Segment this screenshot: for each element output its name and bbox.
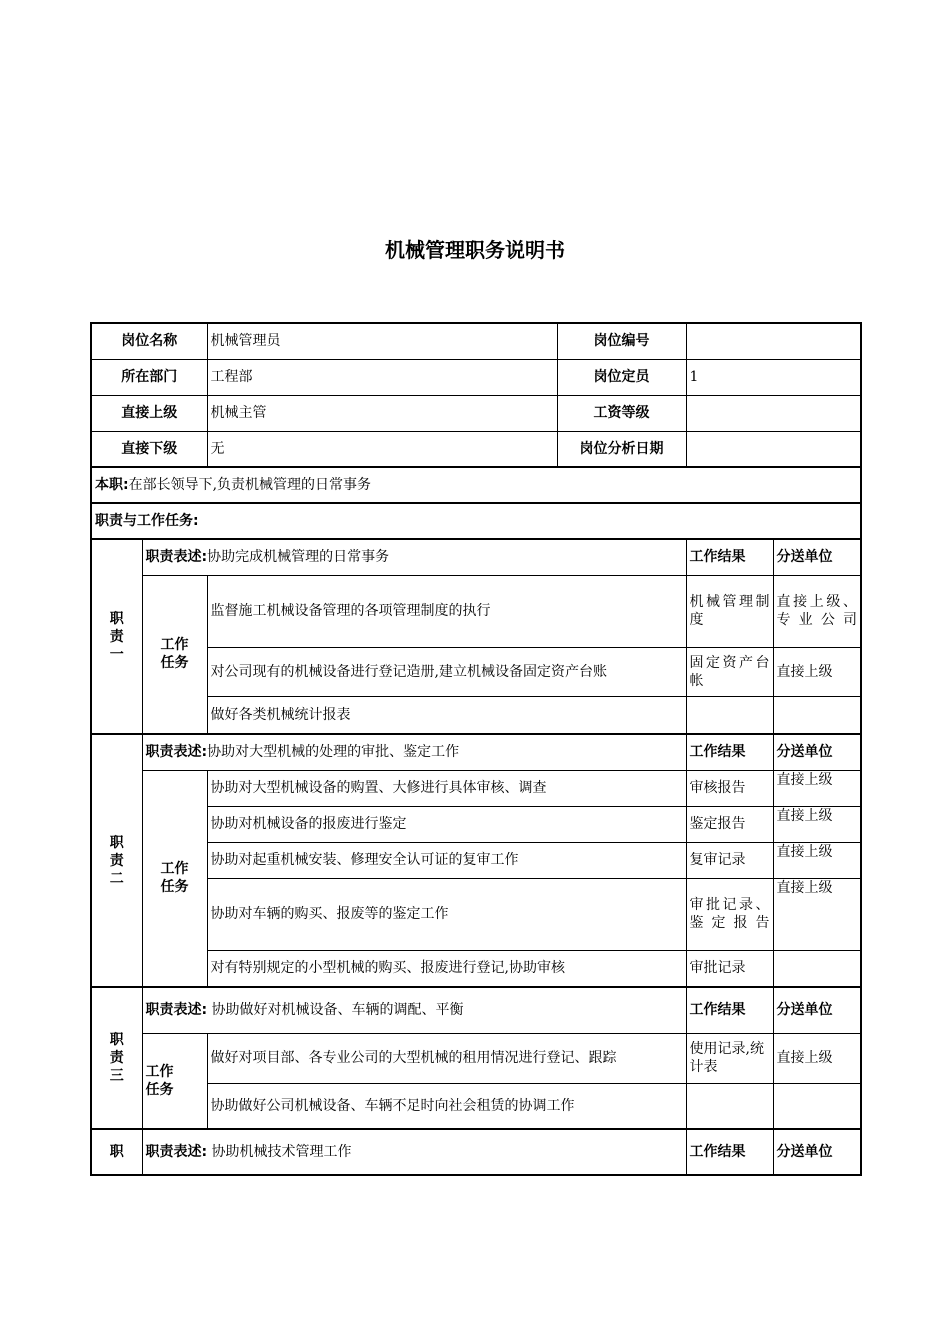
analysis-date-value <box>686 431 861 467</box>
task-label-a: 工作 <box>145 1063 174 1080</box>
analysis-date-label: 岗位分析日期 <box>557 431 686 467</box>
duty3-label-char: 职 <box>109 1032 124 1048</box>
duty3-label <box>91 987 142 1129</box>
duty2-task-1-recipient: 直接上级 <box>773 770 861 806</box>
duty4-label <box>91 1129 142 1175</box>
duty2-label <box>91 734 142 987</box>
duty3-task-1-recipient: 直接上级 <box>773 1033 861 1083</box>
duty1-label-char: 一 <box>109 646 124 663</box>
duty3-label-char: 三 <box>109 1068 124 1084</box>
position-code-label: 岗位编号 <box>557 323 686 359</box>
result-header: 工作结果 <box>686 987 773 1033</box>
desc-label: 职责表述: <box>145 549 208 566</box>
recipient-header: 分送单位 <box>773 539 861 575</box>
job-description-table <box>90 322 862 1176</box>
duty2-task-label <box>142 770 207 987</box>
headcount-value: 1 <box>686 359 861 395</box>
duty1-label-char: 职 <box>109 610 124 627</box>
desc-text: 协助做好对机械设备、车辆的调配、平衡 <box>207 1002 464 1019</box>
superior-label: 直接上级 <box>91 395 207 431</box>
summary-label: 本职: <box>95 477 129 493</box>
duty1-task-1-recipient: 直接上级、专业公司 <box>773 575 861 647</box>
duty3-description <box>142 987 686 1033</box>
duties-header: 职责与工作任务: <box>91 503 861 539</box>
duty2-task-5-result: 审批记录 <box>686 950 773 987</box>
summary-text: 在部长领导下,负责机械管理的日常事务 <box>128 477 372 493</box>
duty2-task-5: 对有特别规定的小型机械的购买、报废进行登记,协助审核 <box>207 950 686 987</box>
duty1-task-2-result: 固定资产台帐 <box>686 647 773 696</box>
duty3-label-char: 责 <box>109 1050 124 1066</box>
duty3-task-1-result: 使用记录,统计表 <box>686 1033 773 1083</box>
department-value: 工程部 <box>207 359 557 395</box>
result-header: 工作结果 <box>686 734 773 770</box>
duty1-task-2: 对公司现有的机械设备进行登记造册,建立机械设备固定资产台账 <box>207 647 686 696</box>
task-label-b: 任务 <box>160 879 189 896</box>
duty2-label-char: 职 <box>109 834 124 851</box>
duty2-task-3-recipient: 直接上级 <box>773 842 861 878</box>
position-name-label: 岗位名称 <box>91 323 207 359</box>
duty2-task-3-result: 复审记录 <box>686 842 773 878</box>
duty2-task-4-recipient: 直接上级 <box>773 878 861 950</box>
salary-grade-value <box>686 395 861 431</box>
duty1-description <box>142 539 686 575</box>
duty1-task-2-recipient: 直接上级 <box>773 647 861 696</box>
desc-text: 协助对大型机械的处理的审批、鉴定工作 <box>207 744 460 761</box>
duty4-label-char: 职 <box>109 1144 124 1160</box>
duty2-task-1-result: 审核报告 <box>686 770 773 806</box>
task-label-b: 任务 <box>160 655 189 672</box>
recipient-header: 分送单位 <box>773 987 861 1033</box>
desc-text: 协助完成机械管理的日常事务 <box>207 549 390 566</box>
duty1-task-label <box>142 575 207 734</box>
duty1-task-1: 监督施工机械设备管理的各项管理制度的执行 <box>207 575 686 647</box>
recipient-header: 分送单位 <box>773 734 861 770</box>
position-code-value <box>686 323 861 359</box>
duty2-task-3: 协助对起重机械安装、修理安全认可证的复审工作 <box>207 842 686 878</box>
duty3-task-2: 协助做好公司机械设备、车辆不足时向社会租赁的协调工作 <box>207 1083 686 1129</box>
page-title: 机械管理职务说明书 <box>385 238 565 262</box>
duty1-task-1-result: 机械管理制度 <box>686 575 773 647</box>
result-header: 工作结果 <box>686 1129 773 1175</box>
desc-label: 职责表述: <box>145 1002 208 1019</box>
duty2-label-char: 二 <box>109 870 124 887</box>
task-label-b: 任务 <box>145 1081 174 1098</box>
duty2-task-2-result: 鉴定报告 <box>686 806 773 842</box>
duty4-description <box>142 1129 686 1175</box>
desc-label: 职责表述: <box>145 744 208 761</box>
desc-text: 协助机械技术管理工作 <box>207 1144 352 1160</box>
duty3-task-label <box>142 1033 207 1129</box>
department-label: 所在部门 <box>91 359 207 395</box>
task-label-a: 工作 <box>160 861 189 878</box>
duty2-task-5-recipient <box>773 950 861 987</box>
salary-grade-label: 工资等级 <box>557 395 686 431</box>
duty2-task-1: 协助对大型机械设备的购置、大修进行具体审核、调查 <box>207 770 686 806</box>
subordinate-label: 直接下级 <box>91 431 207 467</box>
duty3-task-2-recipient <box>773 1083 861 1129</box>
desc-label: 职责表述: <box>145 1144 208 1160</box>
duty2-task-4-result: 审批记录、鉴定报告 <box>686 878 773 950</box>
duty2-description <box>142 734 686 770</box>
result-header: 工作结果 <box>686 539 773 575</box>
duty1-task-3-result <box>686 696 773 734</box>
duty1-task-3-recipient <box>773 696 861 734</box>
duty2-task-2-recipient: 直接上级 <box>773 806 861 842</box>
task-label-a: 工作 <box>160 637 189 654</box>
headcount-label: 岗位定员 <box>557 359 686 395</box>
duty1-label <box>91 539 142 734</box>
recipient-header: 分送单位 <box>773 1129 861 1175</box>
duty2-task-4: 协助对车辆的购买、报废等的鉴定工作 <box>207 878 686 950</box>
duty2-label-char: 责 <box>109 852 124 869</box>
position-name-value: 机械管理员 <box>207 323 557 359</box>
superior-value: 机械主管 <box>207 395 557 431</box>
duty1-task-3: 做好各类机械统计报表 <box>207 696 686 734</box>
duty2-task-2: 协助对机械设备的报废进行鉴定 <box>207 806 686 842</box>
subordinate-value: 无 <box>207 431 557 467</box>
duty3-task-1: 做好对项目部、各专业公司的大型机械的租用情况进行登记、跟踪 <box>207 1033 686 1083</box>
duty1-label-char: 责 <box>109 628 124 645</box>
duty3-task-2-result <box>686 1083 773 1129</box>
summary-row <box>91 467 861 503</box>
